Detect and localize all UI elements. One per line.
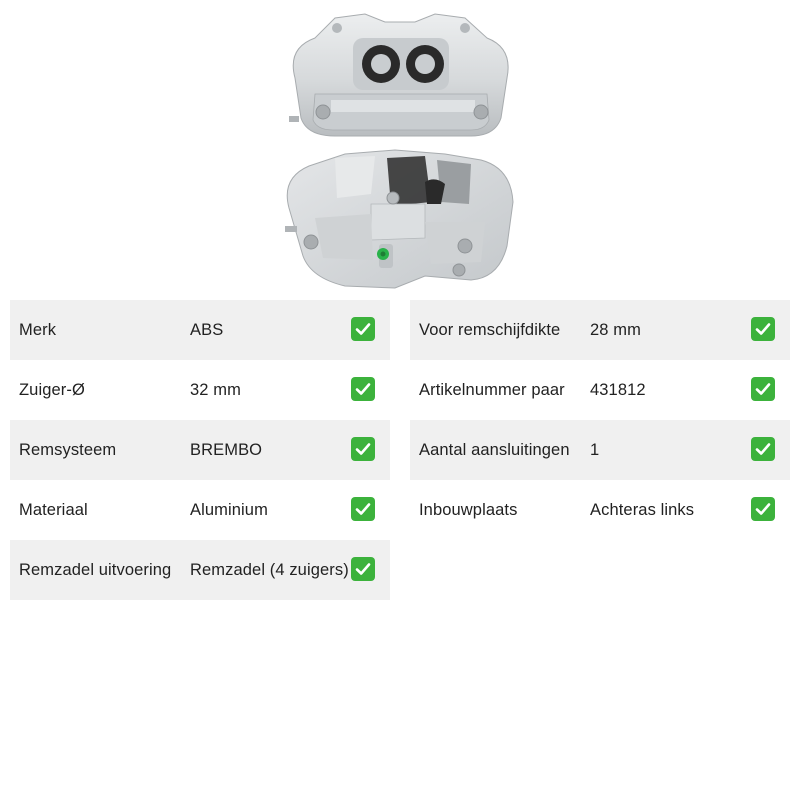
check-mark-icon xyxy=(751,497,775,521)
spec-label: Materiaal xyxy=(19,500,88,519)
check-mark-icon xyxy=(351,497,375,521)
spec-label: Remsysteem xyxy=(19,440,117,459)
spec-label: Merk xyxy=(19,320,57,339)
spec-row-voor-remschijfdikte xyxy=(410,300,790,360)
spec-row-merk xyxy=(10,300,390,360)
spec-label: Aantal aansluitingen xyxy=(419,440,570,459)
spec-value: 1 xyxy=(590,440,600,459)
spec-value: Aluminium xyxy=(190,500,268,519)
lower-caliper xyxy=(285,150,513,288)
check-mark-icon xyxy=(351,557,375,581)
spec-label: Artikelnummer paar xyxy=(419,380,565,399)
spec-value: Achteras links xyxy=(590,500,695,519)
upper-caliper xyxy=(289,14,508,136)
spec-row-aantal-aansluitingen xyxy=(410,420,790,480)
spec-row-inbouwplaats xyxy=(410,480,790,540)
spec-label: Voor remschijfdikte xyxy=(419,320,561,339)
check-mark-icon xyxy=(351,377,375,401)
spec-value: BREMBO xyxy=(190,440,263,459)
check-mark-icon xyxy=(751,377,775,401)
check-mark-icon xyxy=(351,437,375,461)
check-mark-icon xyxy=(351,317,375,341)
spec-label: Remzadel uitvoering xyxy=(19,560,172,579)
spec-value: 431812 xyxy=(590,380,646,399)
spec-label: Zuiger-Ø xyxy=(19,380,85,399)
spec-row-remzadel-uitvoering xyxy=(10,540,390,600)
spec-row-zuiger-diameter xyxy=(10,360,390,420)
spec-table-right xyxy=(410,300,790,540)
spec-label: Inbouwplaats xyxy=(419,500,518,519)
spec-value: Remzadel (4 zuigers) xyxy=(190,560,349,579)
check-mark-icon xyxy=(751,317,775,341)
spec-row-artikelnummer-paar xyxy=(410,360,790,420)
spec-row-remsysteem xyxy=(10,420,390,480)
check-mark-icon xyxy=(751,437,775,461)
spec-row-materiaal xyxy=(10,480,390,540)
spec-value: 32 mm xyxy=(190,380,241,399)
spec-value: 28 mm xyxy=(590,320,641,339)
brake-caliper-image xyxy=(275,8,525,293)
spec-value: ABS xyxy=(190,320,224,339)
spec-table-left xyxy=(10,300,390,600)
